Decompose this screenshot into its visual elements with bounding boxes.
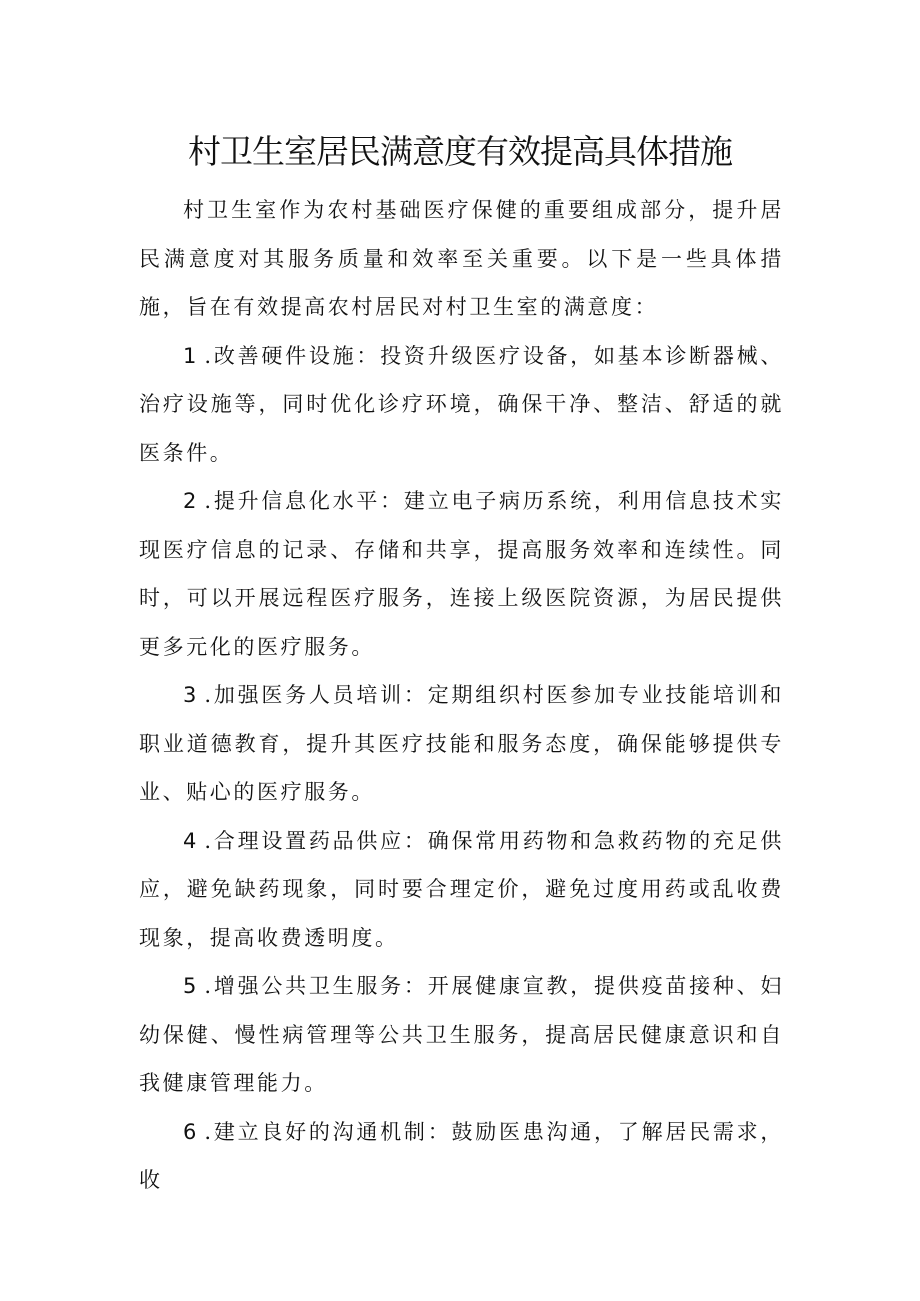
item-number: 1 [183,343,205,368]
list-item [139,962,784,1108]
item-text: .提升信息化水平：建立电子病历系统，利用信息技术实现医疗信息的记录、存储和共享，提高服务效率和连续性。同时，可以开展远程医疗服务，连接上级医院资源，为居民提供更多元化的医疗服务。 [139,489,784,659]
item-number: 3 [183,683,205,707]
document-title: 村卫生室居民满意度有效提高具体措施 [188,132,732,171]
item-number: 4 [183,828,205,853]
item-number: 5 [183,974,205,998]
item-text: .增强公共卫生服务：开展健康宣教，提供疫苗接种、妇幼保健、慢性病管理等公共卫生服务，提高居民健康意识和自我健康管理能力。 [139,974,784,1095]
item-text: .建立良好的沟通机制：鼓励医患沟通，了解居民需求，收 [139,1119,784,1192]
document-body [139,186,784,1205]
item-text: .改善硬件设施：投资升级医疗设备，如基本诊断器械、治疗设施等，同时优化诊疗环境，确保干净、整洁、舒适的就医条件。 [139,343,784,465]
list-item [139,1108,784,1205]
list-item [139,671,784,817]
list-item [139,477,784,671]
item-number: 6 [183,1119,205,1144]
item-text: .加强医务人员培训：定期组织村医参加专业技能培训和职业道德教育，提升其医疗技能和服务态度，确保能够提供专业、贴心的医疗服务。 [139,683,784,804]
intro-paragraph: 村卫生室作为农村基础医疗保健的重要组成部分，提升居民满意度对其服务质量和效率至关重要。以下是一些具体措施，旨在有效提高农村居民对村卫生室的满意度： [139,198,784,319]
list-item [139,332,784,478]
list-item [139,817,784,963]
item-text: .合理设置药品供应：确保常用药物和急救药物的充足供应，避免缺药现象，同时要合理定价，避免过度用药或乱收费现象，提高收费透明度。 [139,828,784,950]
item-number: 2 [183,489,205,513]
